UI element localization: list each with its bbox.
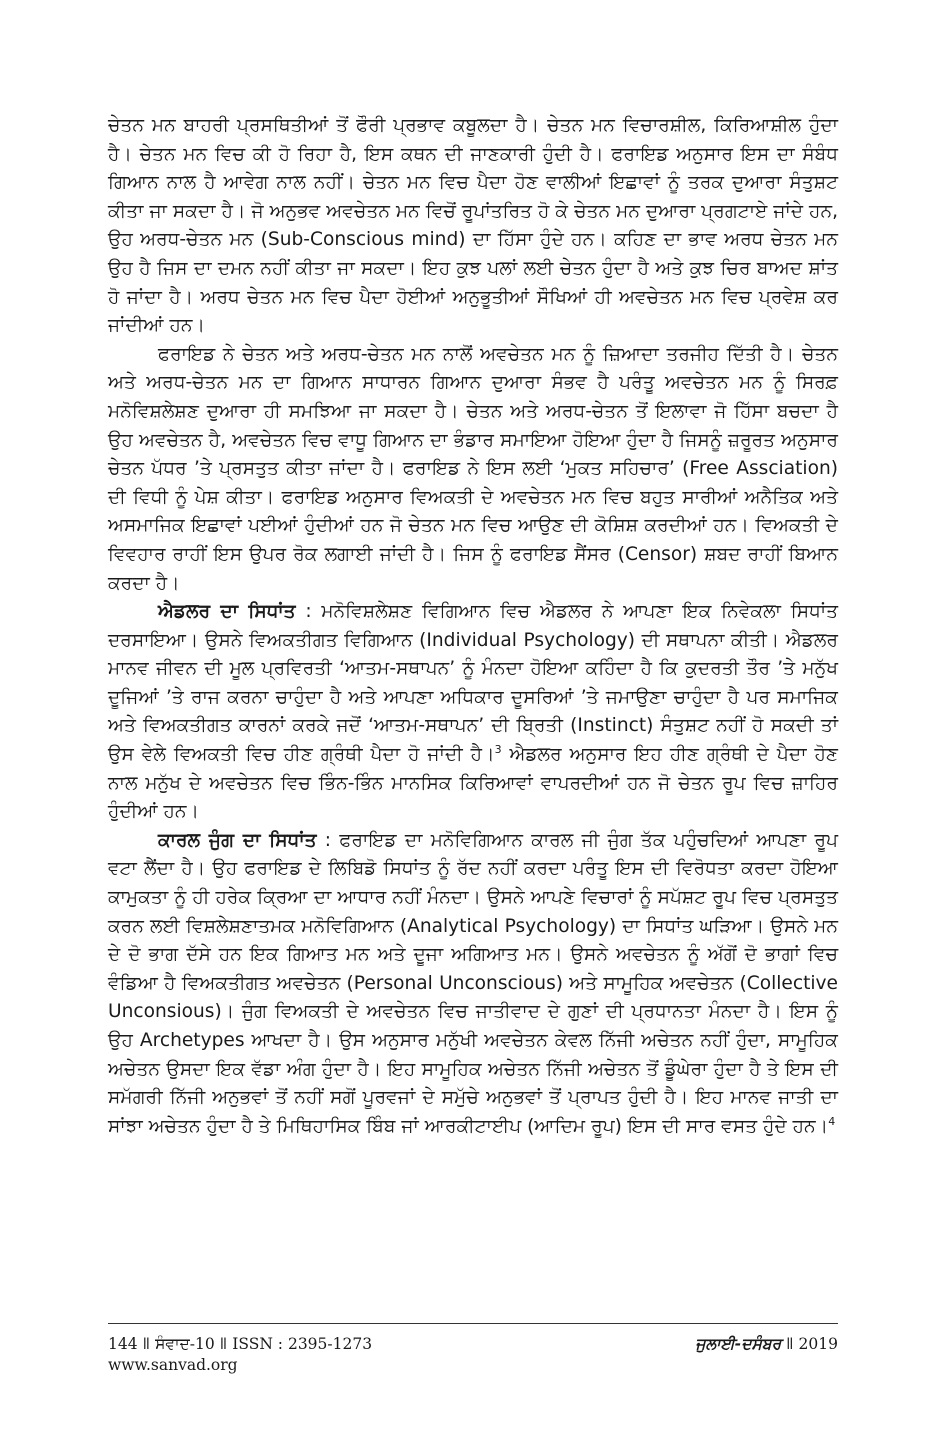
paragraph-conscious-mind: ਚੇਤਨ ਮਨ ਬਾਹਰੀ ਪ੍ਰਸਥਿਤੀਆਂ ਤੋਂ ਫੌਰੀ ਪ੍ਰਭਾਵ ਕਬੂਲਦਾ ਹੈ। ਚੇਤਨ ਮਨ ਵਿਚਾਰਸ਼ੀਲ, ਕਿਰਿਆਸ਼ੀਲ ਹੁੰਦਾ ਹੈ। ਚੇਤਨ ਮਨ ਵਿਚ ਕੀ ਹੋ ਰਿਹਾ ਹੈ, ਇਸ ਕਥਨ ਦੀ ਜਾਣਕਾਰੀ ਹੁੰਦੀ ਹੈ। ਫਰਾਇਡ ਅਨੁਸਾਰ ਇਸ ਦਾ ਸੰਬੰਧ ਗਿਆਨ ਨਾਲ ਹੈ ਆਵੇਗ ਨਾਲ ਨਹੀਂ। ਚੇਤਨ ਮਨ ਵਿਚ ਪੈਦਾ ਹੋਣ ਵਾਲੀਆਂ ਇਛਾਵਾਂ ਨੂੰ ਤਰਕ ਦੁਆਰਾ ਸੰਤੁਸ਼ਟ ਕੀਤਾ ਜਾ ਸਕਦਾ ਹੈ। ਜੋ ਅਨੁਭਵ ਅਵਚੇਤਨ ਮਨ ਵਿਚੋਂ ਰੂਪਾਂਤਰਿਤ ਹੋ ਕੇ ਚੇਤਨ ਮਨ ਦੁਆਰਾ ਪ੍ਰਗਟਾਏ ਜਾਂਦੇ ਹਨ, ਉਹ ਅਰਧ-ਚੇਤਨ ਮਨ (Sub-Conscious mind) ਦਾ ਹਿੱਸਾ ਹੁੰਦੇ ਹਨ। ਕਹਿਣ ਦਾ ਭਾਵ ਅਰਧ ਚੇਤਨ ਮਨ ਉਹ ਹੈ ਜਿਸ ਦਾ ਦਮਨ ਨਹੀਂ ਕੀਤਾ ਜਾ ਸਕਦਾ। ਇਹ ਕੁਝ ਪਲਾਂ ਲਈ ਚੇਤਨ ਹੁੰਦਾ ਹੈ ਅਤੇ ਕੁਝ ਚਿਰ ਬਾਅਦ ਸ਼ਾਂਤ ਹੋ ਜਾਂਦਾ ਹੈ। ਅਰਧ ਚੇਤਨ ਮਨ ਵਿਚ ਪੈਦਾ ਹੋਈਆਂ ਅਨੁਭੂਤੀਆਂ ਸੌਖਿਆਂ ਹੀ ਅਵਚੇਤਨ ਮਨ ਵਿਚ ਪ੍ਰਵੇਸ਼ ਕਰ ਜਾਂਦੀਆਂ ਹਨ।	[108, 115, 838, 337]
issue-months: ਜੁਲਾਈ-ਦਸੰਬਰ	[695, 1335, 782, 1353]
adler-text: : ਮਨੋਵਿਸ਼ਲੇਸ਼ਣ ਵਿਗਿਆਨ ਵਿਚ ਐਡਲਰ ਨੇ ਆਪਣਾ ਇਕ ਨਿਵੇਕਲਾ ਸਿਧਾਂਤ ਦਰਸਾਇਆ। ਉਸਨੇ ਵਿਅਕਤੀਗਤ ਵਿਗਿਆਨ (Individual Psychology) ਦੀ ਸਥਾਪਨਾ ਕੀਤੀ। ਐਡਲਰ ਮਾਨਵ ਜੀਵਨ ਦੀ ਮੂਲ ਪ੍ਰਵਿਰਤੀ ‘ਆਤਮ-ਸਥਾਪਨ’ ਨੂੰ ਮੰਨਦਾ ਹੋਇਆ ਕਹਿੰਦਾ ਹੈ ਕਿ ਕੁਦਰਤੀ ਤੌਰ ’ਤੇ ਮਨੁੱਖ ਦੂਜਿਆਂ ’ਤੇ ਰਾਜ ਕਰਨਾ ਚਾਹੁੰਦਾ ਹੈ ਅਤੇ ਆਪਣਾ ਅਧਿਕਾਰ ਦੂਸਰਿਆਂ ’ਤੇ ਜਮਾਉਣਾ ਚਾਹੁੰਦਾ ਹੈ ਪਰ ਸਮਾਜਿਕ ਅਤੇ ਵਿਅਕਤੀਗਤ ਕਾਰਨਾਂ ਕਰਕੇ ਜਦੋਂ ‘ਆਤਮ-ਸਥਾਪਨ’ ਦੀ ਬ੍ਰਿਤੀ (Instinct) ਸੰਤੁਸ਼ਟ ਨਹੀਂ ਹੋ ਸਕਦੀ ਤਾਂ ਉਸ ਵੇਲੇ ਵਿਅਕਤੀ ਵਿਚ ਹੀਣ ਗ੍ਰੰਥੀ ਪੈਦਾ ਹੋ ਜਾਂਦੀ ਹੈ।	[108, 601, 838, 766]
page-number-journal-issn: 144 ǁ ਸੰਵਾਦ-10 ǁ ISSN : 2395-1273	[108, 1335, 373, 1353]
footnote-ref-3: 3	[494, 742, 502, 756]
footer-divider	[108, 1323, 838, 1324]
footer-left	[108, 1334, 372, 1376]
paragraph-unconscious-mind: ਫਰਾਇਡ ਨੇ ਚੇਤਨ ਅਤੇ ਅਰਧ-ਚੇਤਨ ਮਨ ਨਾਲੋਂ ਅਵਚੇਤਨ ਮਨ ਨੂੰ ਜ਼ਿਆਦਾ ਤਰਜੀਹ ਦਿੱਤੀ ਹੈ। ਚੇਤਨ ਅਤੇ ਅਰਧ-ਚੇਤਨ ਮਨ ਦਾ ਗਿਆਨ ਸਾਧਾਰਨ ਗਿਆਨ ਦੁਆਰਾ ਸੰਭਵ ਹੈ ਪਰੰਤੂ ਅਵਚੇਤਨ ਮਨ ਨੂੰ ਸਿਰਫ਼ ਮਨੋਵਿਸ਼ਲੇਸ਼ਣ ਦੁਆਰਾ ਹੀ ਸਮਝਿਆ ਜਾ ਸਕਦਾ ਹੈ। ਚੇਤਨ ਅਤੇ ਅਰਧ-ਚੇਤਨ ਤੋਂ ਇਲਾਵਾ ਜੋ ਹਿੱਸਾ ਬਚਦਾ ਹੈ ਉਹ ਅਵਚੇਤਨ ਹੈ, ਅਵਚੇਤਨ ਵਿਚ ਵਾਧੂ ਗਿਆਨ ਦਾ ਭੰਡਾਰ ਸਮਾਇਆ ਹੋਇਆ ਹੁੰਦਾ ਹੈ ਜਿਸਨੂੰ ਜ਼ਰੂਰਤ ਅਨੁਸਾਰ ਚੇਤਨ ਪੱਧਰ ’ਤੇ ਪ੍ਰਸਤੁਤ ਕੀਤਾ ਜਾਂਦਾ ਹੈ। ਫਰਾਇਡ ਨੇ ਇਸ ਲਈ ‘ਮੁਕਤ ਸਹਿਚਾਰ’ (Free Assciation) ਦੀ ਵਿਧੀ ਨੂੰ ਪੇਸ਼ ਕੀਤਾ। ਫਰਾਇਡ ਅਨੁਸਾਰ ਵਿਅਕਤੀ ਦੇ ਅਵਚੇਤਨ ਮਨ ਵਿਚ ਬਹੁਤ ਸਾਰੀਆਂ ਅਨੈਤਿਕ ਅਤੇ ਅਸਮਾਜਿਕ ਇਛਾਵਾਂ ਪਈਆਂ ਹੁੰਦੀਆਂ ਹਨ ਜੋ ਚੇਤਨ ਮਨ ਵਿਚ ਆਉਣ ਦੀ ਕੋਸ਼ਿਸ਼ ਕਰਦੀਆਂ ਹਨ। ਵਿਅਕਤੀ ਦੇ ਵਿਵਹਾਰ ਰਾਹੀਂ ਇਸ ਉਪਰ ਰੋਕ ਲਗਾਈ ਜਾਂਦੀ ਹੈ। ਜਿਸ ਨੂੰ ਫਰਾਇਡ ਸੈਂਸਰ (Censor) ਸ਼ਬਦ ਰਾਹੀਂ ਬਿਆਨ ਕਰਦਾ ਹੈ।	[108, 343, 838, 594]
jung-text: : ਫਰਾਇਡ ਦਾ ਮਨੋਵਿਗਿਆਨ ਕਾਰਲ ਜੀ ਜੁੰਗ ਤੱਕ ਪਹੁੰਚਦਿਆਂ ਆਪਣਾ ਰੂਪ ਵਟਾ ਲੈਂਦਾ ਹੈ। ਉਹ ਫਰਾਇਡ ਦੇ ਲਿਬਿਡੋ ਸਿਧਾਂਤ ਨੂੰ ਰੱਦ ਨਹੀਂ ਕਰਦਾ ਪਰੰਤੂ ਇਸ ਦੀ ਵਿਰੋਧਤਾ ਕਰਦਾ ਹੋਇਆ ਕਾਮੁਕਤਾ ਨੂੰ ਹੀ ਹਰੇਕ ਕ੍ਰਿਆ ਦਾ ਆਧਾਰ ਨਹੀਂ ਮੰਨਦਾ। ਉਸਨੇ ਆਪਣੇ ਵਿਚਾਰਾਂ ਨੂੰ ਸਪੱਸ਼ਟ ਰੂਪ ਵਿਚ ਪ੍ਰਸਤੁਤ ਕਰਨ ਲਈ ਵਿਸ਼ਲੇਸ਼ਣਾਤਮਕ ਮਨੋਵਿਗਿਆਨ (Analytical Psychology) ਦਾ ਸਿਧਾਂਤ ਘੜਿਆ। ਉਸਨੇ ਮਨ ਦੇ ਦੋ ਭਾਗ ਦੱਸੇ ਹਨ ਇਕ ਗਿਆਤ ਮਨ ਅਤੇ ਦੂਜਾ ਅਗਿਆਤ ਮਨ। ਉਸਨੇ ਅਵਚੇਤਨ ਨੂੰ ਅੱਗੋਂ ਦੋ ਭਾਗਾਂ ਵਿਚ ਵੰਡਿਆ ਹੈ ਵਿਅਕਤੀਗਤ ਅਵਚੇਤਨ (Personal Unconscious) ਅਤੇ ਸਾਮੂਹਿਕ ਅਵਚੇਤਨ (Collective Unconsious)। ਜੁੰਗ ਵਿਅਕਤੀ ਦੇ ਅਵਚੇਤਨ ਵਿਚ ਜਾਤੀਵਾਦ ਦੇ ਗੁਣਾਂ ਦੀ ਪ੍ਰਧਾਨਤਾ ਮੰਨਦਾ ਹੈ। ਇਸ ਨੂੰ ਉਹ Archetypes ਆਖਦਾ ਹੈ। ਉਸ ਅਨੁਸਾਰ ਮਨੁੱਖੀ ਅਵਚੇਤਨ ਕੇਵਲ ਨਿੱਜੀ ਅਚੇਤਨ ਨਹੀਂ ਹੁੰਦਾ, ਸਾਮੂਹਿਕ ਅਚੇਤਨ ਉਸਦਾ ਇਕ ਵੱਡਾ ਅੰਗ ਹੁੰਦਾ ਹੈ। ਇਹ ਸਾਮੂਹਿਕ ਅਚੇਤਨ ਨਿੱਜੀ ਅਚੇਤਨ ਤੋਂ ਡੂੰਘੇਰਾ ਹੁੰਦਾ ਹੈ ਤੇ ਇਸ ਦੀ ਸਮੱਗਰੀ ਨਿੱਜੀ ਅਨੁਭਵਾਂ ਤੋਂ ਨਹੀਂ ਸਗੋਂ ਪੂਰਵਜਾਂ ਦੇ ਸਮੁੱਚੇ ਅਨੁਭਵਾਂ ਤੋਂ ਪ੍ਰਾਪਤ ਹੁੰਦੀ ਹੈ। ਇਹ ਮਾਨਵ ਜਾਤੀ ਦਾ ਸਾਂਝਾ ਅਚੇਤਨ ਹੁੰਦਾ ਹੈ ਤੇ ਮਿਥਿਹਾਸਿਕ ਬਿੰਬ ਜਾਂ ਆਰਕੀਟਾਈਪ (ਆਦਿਮ ਰੂਪ) ਇਸ ਦੀ ਸਾਰ ਵਸਤ ਹੁੰਦੇ ਹਨ।	[108, 829, 838, 1137]
adler-text-continued: ਐਡਲਰ ਅਨੁਸਾਰ ਇਹ ਹੀਣ ਗ੍ਰੰਥੀ ਦੇ ਪੈਦਾ ਹੋਣ ਨਾਲ ਮਨੁੱਖ ਦੇ ਅਵਚੇਤਨ ਵਿਚ ਭਿੰਨ-ਭਿੰਨ ਮਾਨਸਿਕ ਕਿਰਿਆਵਾਂ ਵਾਪਰਦੀਆਂ ਹਨ ਜੋ ਚੇਤਨ ਰੂਪ ਵਿਚ ਜ਼ਾਹਿਰ ਹੁੰਦੀਆਂ ਹਨ।	[108, 744, 838, 823]
issue-year: ǁ 2019	[781, 1335, 838, 1353]
footer-right	[695, 1334, 838, 1355]
jung-heading: ਕਾਰਲ ਜੁੰਗ ਦਾ ਸਿਧਾਂਤ	[158, 829, 317, 851]
paragraph-jung-theory	[108, 827, 838, 1142]
footnote-ref-4: 4	[828, 1114, 836, 1128]
adler-heading: ਐਡਲਰ ਦਾ ਸਿਧਾਂਤ	[158, 601, 296, 623]
journal-website: www.sanvad.org	[108, 1356, 238, 1374]
paragraph-adler-theory	[108, 598, 838, 827]
article-body	[108, 112, 838, 1141]
